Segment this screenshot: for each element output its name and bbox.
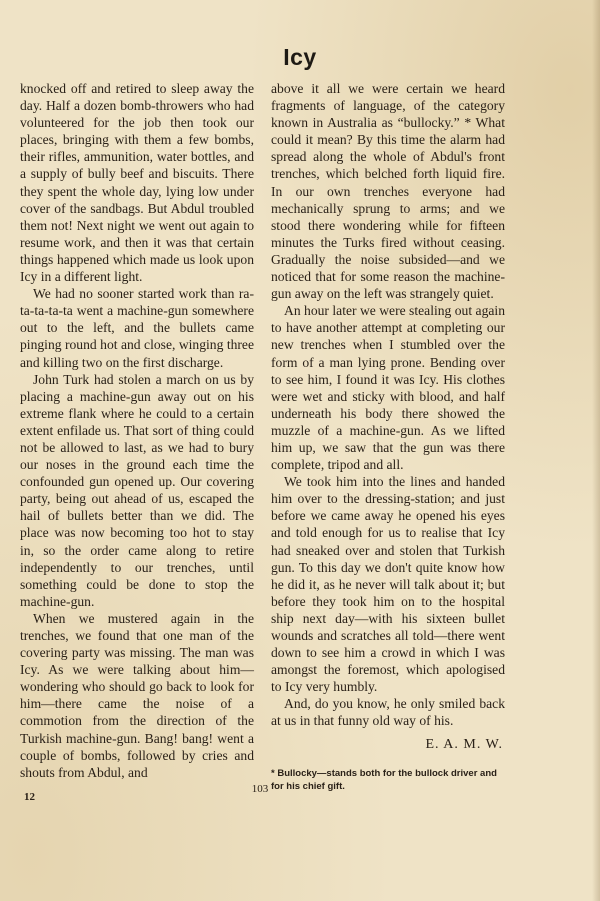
page-number: 103 [251, 783, 269, 795]
article-title: Icy [283, 44, 317, 70]
paragraph: When we mustered again in the trenches, we found that one man of the covering party was missing. The man was Icy. As we were talking about him—wondering who should go back to look for him—there came the noise of a commotion from the direction of the Turkish machine-gun. Bang! bang! went a couple of bombs, followed by cries and shouts from Abdul, and [20, 610, 254, 780]
paragraph: And, do you know, he only smiled back at us in that funny old way of his. [271, 696, 505, 729]
author-signature: E. A. M. W. [425, 736, 503, 752]
paragraph: above it all we were certain we heard fragments of language, of the category known in Australia as “bullocky.” * What could it mean? By this time the alarm had spread along the whole of Abdul's front trenches, which belched forth liquid fire. In our own trenches everyone had mechanically sprung to arms; and we stood there wondering while for fifteen minutes the Turks fired without ceasing. Gradually the noise subsided—and we noticed that for some reason the machine-gun away on the left was strangely quiet. [271, 81, 505, 302]
footnote: * Bullocky—stands both for the bullock driver and for his chief gift. [271, 767, 497, 792]
paragraph: We took him into the lines and handed him over to the dressing-station; and just before we came away he opened his eyes and told enough for us to realise that Icy had sneaked over and stolen that Turkish gun. To this day we don't quite know how he did it, as he never will talk about it; but before they took him on to the hospital ship next day—with his sixteen bullet wounds and scratches all told—there went down to see him a crowd in which I was amongst the foremost, which apologised to Icy very humbly. [271, 474, 505, 695]
paragraph: We had no sooner started work than ra-ta-ta-ta-ta went a machine-gun somewhere out to the left, and the bullets came pinging round hot and close, winging three and killing two on the first discharge. [20, 286, 254, 370]
sheet-mark: 12 [24, 791, 35, 803]
page-edge-shadow [592, 0, 600, 901]
paragraph: An hour later we were stealing out again to have another attempt at completing our new trenches when I stumbled over the form of a man lying prone. Bending over to see him, I found it was Icy. His clothes were wet and sticky with blood, and half underneath his body there showed the muzzle of a machine-gun. As we lifted him up, we saw that the gun was there complete, tripod and all. [271, 303, 505, 473]
paragraph: John Turk had stolen a march on us by placing a machine-gun away out on his extreme flank where he could to a certain extent enfilade us. That sort of thing could not be allowed to last, as we had to bury our noses in the ground each time the confounded gun opened up. Our covering party, being out ahead of us, escaped the hail of bullets better than we did. The place was now becoming too hot to stay in, so the order came along to retire independently to our trenches, until something could be done to stop the machine-gun. [20, 371, 254, 609]
left-column [20, 80, 254, 781]
right-column [271, 80, 505, 793]
paragraph: knocked off and retired to sleep away the day. Half a dozen bomb-throwers who had volunteered for the job then took our places, bringing with them a few bombs, their rifles, ammunition, water bottles, and a supply of bully beef and biscuits. There they spent the whole day, lying low under cover of the sandbags. But Abdul troubled them not! Next night we went out again to resume work, and then it was that certain things happened which made us look upon Icy in a different light. [20, 81, 254, 285]
